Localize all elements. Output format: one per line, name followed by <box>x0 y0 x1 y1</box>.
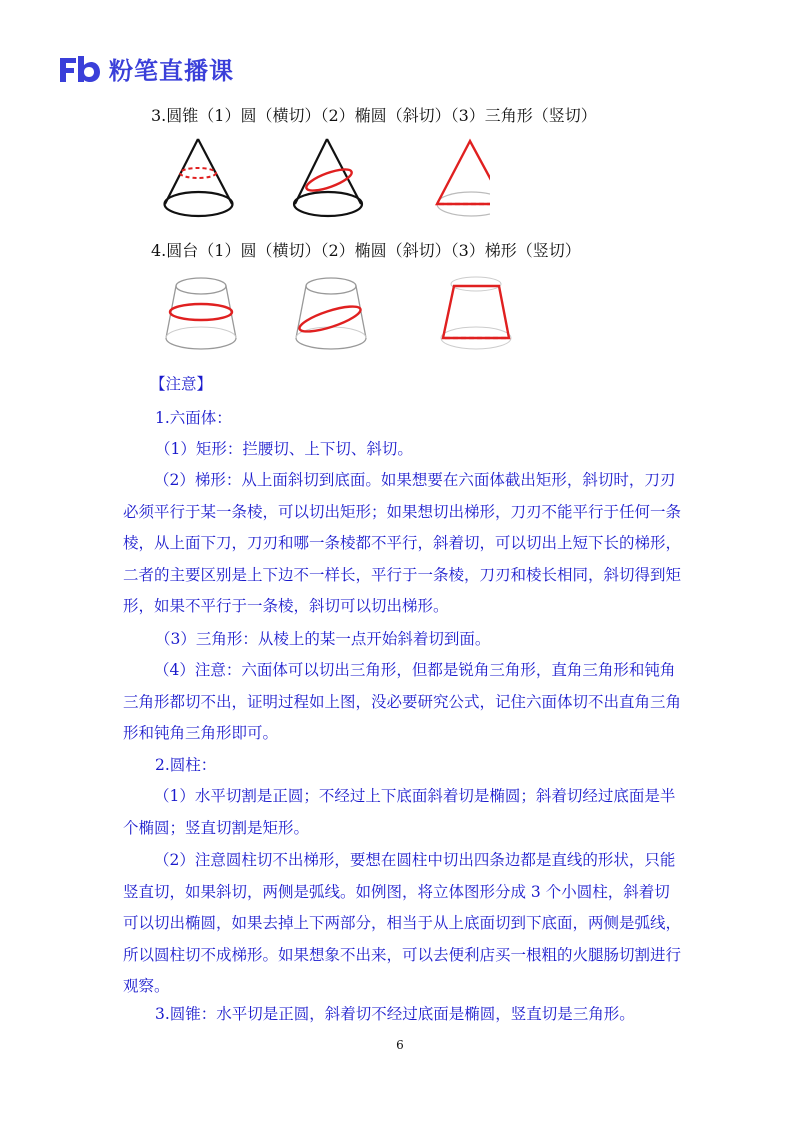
cylinder-heading: 2.圆柱： <box>155 756 217 774</box>
frustum-vertical-cut-figure <box>441 277 511 349</box>
logo-text: 粉笔直播课 <box>109 57 234 85</box>
cone-oblique-cut-figure <box>294 139 362 216</box>
frustum-heading: 4.圆台（1）圆（横切）（2）椭圆（斜切）（3）梯形（竖切） <box>151 241 581 260</box>
cone-horizontal-cut-figure <box>165 139 233 216</box>
hexahedron-note-1: （1）矩形：拦腰切、上下切、斜切。 <box>155 440 413 458</box>
notes-title: 【注意】 <box>150 375 213 393</box>
cylinder-note-1: （1）水平切割是正圆；不经过上下底面斜着切是椭圆；斜着切经过底面是半个椭圆；竖直切割是矩形。 <box>123 787 676 837</box>
cone-heading: 3.圆锥（1）圆（横切）（2）椭圆（斜切）（3）三角形（竖切） <box>151 106 597 125</box>
frustum-oblique-cut-figure <box>296 278 366 349</box>
hexahedron-heading: 1.六面体： <box>155 409 232 427</box>
page-number: 6 <box>396 1038 404 1052</box>
cone-note: 3.圆锥：水平切是正圆，斜着切不经过底面是椭圆，竖直切是三角形。 <box>155 1005 635 1023</box>
hexahedron-note-4: （4）注意：六面体可以切出三角形，但都是锐角三角形，直角三角形和钝角三角形都切不出，证明过程如上图，没必要研究公式，记住六面体切不出直角三角形和钝角三角形即可。 <box>123 661 682 743</box>
fb-logo-icon <box>57 54 101 84</box>
cylinder-note-2: （2）注意圆柱切不出梯形，要想在圆柱中切出四条边都是直线的形状，只能竖直切，如果斜切，两侧是弧线。如例图，将立体图形分成 3 个小圆柱，斜着切可以切出椭圆，如果去掉上下两部分，相当于从上底面切到下底面，两侧是弧线，所以圆柱切不成梯形。如果想象不出来，可以去便利店买一根粗的火腿肠切割进行观察。 <box>123 851 682 996</box>
cone-vertical-cut-figure <box>437 141 490 216</box>
header-logo <box>57 51 234 86</box>
frustum-horizontal-cut-figure <box>166 278 236 349</box>
cone-figures <box>150 133 490 228</box>
hexahedron-note-3: （3）三角形：从棱上的某一点开始斜着切到面。 <box>155 630 491 648</box>
frustum-figures <box>160 272 520 362</box>
hexahedron-note-2: （2）梯形：从上面斜切到底面。如果想要在六面体截出矩形，斜切时，刀刃必须平行于某一条棱，可以切出矩形；如果想切出梯形，刀刃不能平行于任何一条棱，从上面下刀，刀刃和哪一条棱都不平行，斜着切，可以切出上短下长的梯形，二者的主要区别是上下边不一样长，平行于一条棱，刀刃和棱长相同，斜切得到矩形，如果不平行于一条棱，斜切可以切出梯形。 <box>123 471 682 616</box>
